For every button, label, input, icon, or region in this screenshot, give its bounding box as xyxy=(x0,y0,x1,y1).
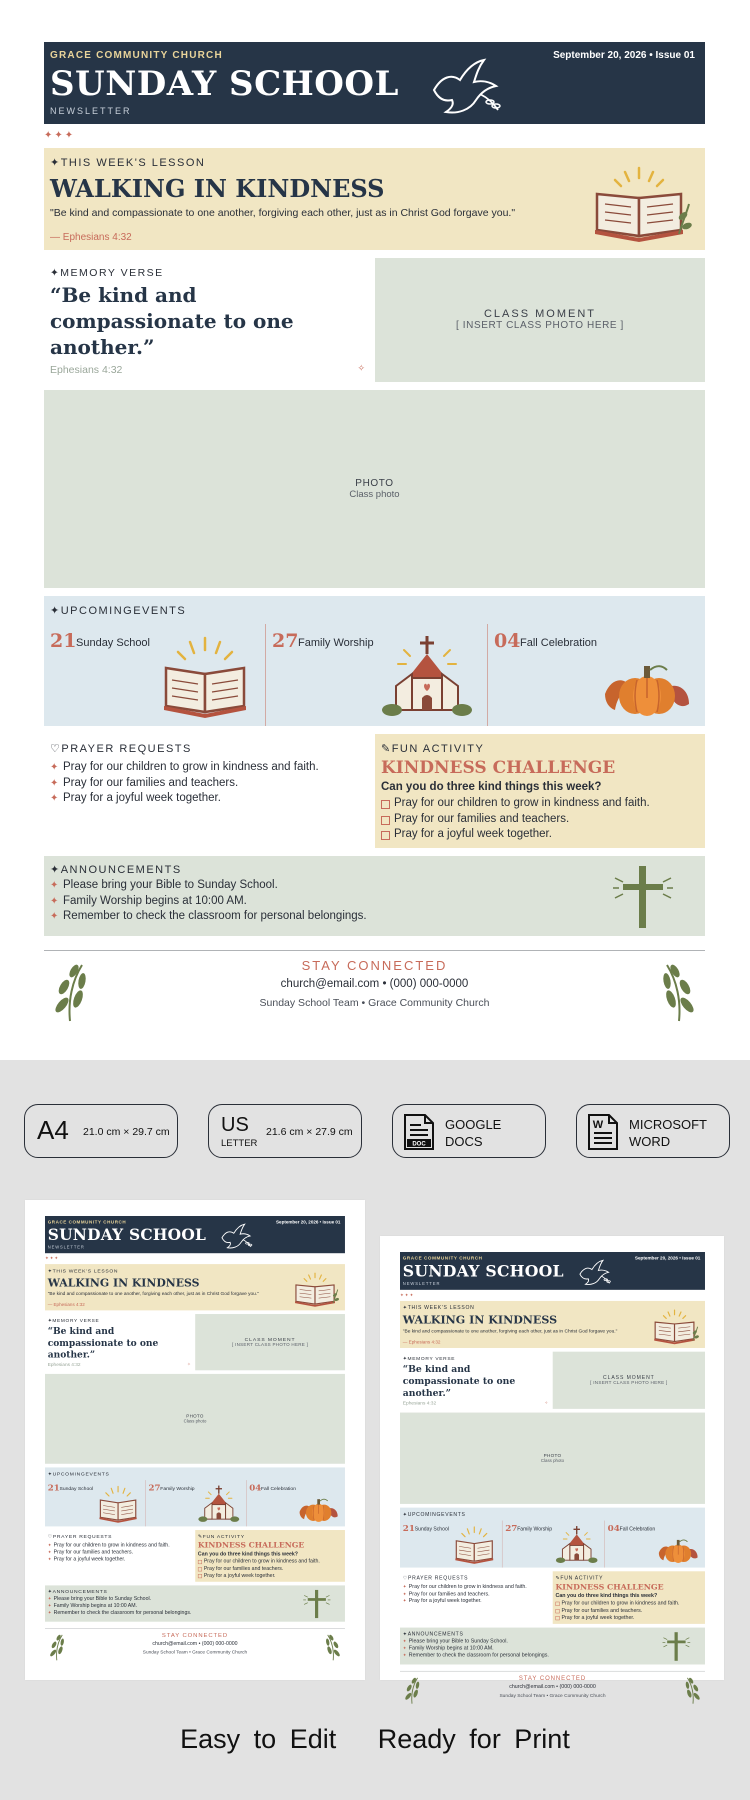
verse-label: ✦MEMORY VERSE xyxy=(47,1318,100,1324)
prayer-list xyxy=(403,1583,527,1604)
event-item xyxy=(266,622,486,726)
event-name: Fall Celebration xyxy=(520,637,598,649)
verse-reference: Ephesians 4:32 xyxy=(50,364,123,376)
announcements-list xyxy=(403,1638,549,1659)
decorative-stars: ✦✦✦ xyxy=(44,130,76,141)
checklist-item[interactable]: Pray for our families and teachers. xyxy=(555,1607,679,1614)
verse-quote: “Be kind and compassionate to one another.” xyxy=(402,1363,516,1399)
stay-heading: STAY CONNECTED xyxy=(161,1631,229,1639)
stay-connected xyxy=(45,1628,345,1670)
lesson-quote: "Be kind and compassionate to one another, forgiving each other, just as in Christ God forgave you." xyxy=(47,1290,259,1297)
photo-caption: Class photo xyxy=(349,489,400,500)
list-item: ✦ Remember to check the classroom for personal belongings. xyxy=(403,1652,549,1659)
checklist-item[interactable]: Pray for our families and teachers. xyxy=(381,812,650,828)
list-item: ✦ Pray for our families and teachers. xyxy=(50,776,319,792)
list-item: ✦ Pray for a joyful week together. xyxy=(50,791,319,807)
event-name: Sunday School xyxy=(76,637,150,649)
google-line1: GOOGLE xyxy=(445,1117,502,1132)
open-bible-icon xyxy=(293,1271,338,1307)
photo-title: PHOTO xyxy=(355,478,394,489)
announcements-label: ✦ANNOUNCEMENTS xyxy=(50,864,182,876)
checklist-item[interactable]: Pray for a joyful week together. xyxy=(198,1572,320,1579)
lesson-reference: — Ephesians 4:32 xyxy=(47,1302,85,1308)
fun-question: Can you do three kind things this week? xyxy=(381,781,602,793)
lesson-quote: "Be kind and compassionate to one another, forgiving each other, just as in Christ God forgave you." xyxy=(50,207,516,219)
list-item: ✦ Family Worship begins at 10:00 AM. xyxy=(50,894,367,910)
contact-info: church@email.com • (000) 000-0000 xyxy=(152,1640,238,1647)
promo-area xyxy=(0,1060,750,1800)
word-line1: MICROSOFT xyxy=(629,1117,707,1132)
events-label: ✦UPCOMINGEVENTS xyxy=(402,1511,466,1518)
us-dimensions: 21.6 cm × 27.9 cm xyxy=(266,1126,353,1138)
list-item: ✦ Family Worship begins at 10:00 AM. xyxy=(48,1602,192,1609)
announcements-section xyxy=(400,1628,705,1665)
fun-heading: KINDNESS CHALLENGE xyxy=(197,1540,305,1550)
lesson-reference: — Ephesians 4:32 xyxy=(402,1339,441,1345)
newsletter-header xyxy=(400,1252,705,1290)
verse-row xyxy=(45,1314,345,1370)
cross-icon xyxy=(662,1631,692,1661)
prayer-list xyxy=(50,760,319,807)
open-bible-icon xyxy=(591,164,691,244)
newsletter-title: SUNDAY SCHOOL xyxy=(402,1262,564,1281)
announcements-label: ✦ANNOUNCEMENTS xyxy=(402,1631,464,1637)
doc-icon-text: DOC xyxy=(412,1141,426,1148)
announcements-label: ✦ANNOUNCEMENTS xyxy=(47,1589,108,1595)
contact-info: church@email.com • (000) 000-0000 xyxy=(509,1683,596,1690)
us-label: US xyxy=(221,1114,249,1136)
fun-question: Can you do three kind things this week? xyxy=(197,1551,298,1557)
olive-branch-icon xyxy=(323,1633,343,1661)
event-name: Family Worship xyxy=(517,1526,553,1533)
document-icon xyxy=(403,1113,435,1151)
date-issue: September 20, 2026 • Issue 01 xyxy=(553,50,695,61)
decorative-stars: ✦✦✦ xyxy=(400,1292,415,1298)
events-section xyxy=(400,1508,705,1568)
class-moment-hint: [ INSERT CLASS PHOTO HERE ] xyxy=(231,1342,309,1348)
verse-label: ✦MEMORY VERSE xyxy=(402,1355,456,1362)
photo-caption: Class photo xyxy=(540,1458,565,1464)
pumpkin-icon xyxy=(298,1485,339,1524)
google-docs-badge[interactable] xyxy=(392,1104,546,1158)
verse-reference: Ephesians 4:32 xyxy=(402,1400,437,1407)
newsletter-header xyxy=(45,1216,345,1253)
stay-connected xyxy=(44,950,705,1042)
church-name: GRACE COMMUNITY CHURCH xyxy=(50,50,223,61)
open-bible-icon xyxy=(160,634,250,720)
verse-label: ✦MEMORY VERSE xyxy=(50,267,164,279)
prayer-requests xyxy=(45,1530,192,1582)
diamond-icon: ✧ xyxy=(187,1361,191,1367)
newsletter-title: SUNDAY SCHOOL xyxy=(50,64,399,104)
lesson-heading: WALKING IN KINDNESS xyxy=(402,1312,558,1327)
verse-reference: Ephesians 4:32 xyxy=(47,1362,81,1368)
church-name: GRACE COMMUNITY CHURCH xyxy=(402,1255,483,1261)
diamond-icon: ✧ xyxy=(544,1400,549,1405)
list-item: ✦ Please bring your Bible to Sunday School. xyxy=(403,1638,549,1645)
class-moment-title: CLASS MOMENT xyxy=(483,308,596,320)
event-day: 04 xyxy=(249,1482,262,1493)
list-item: ✦ Pray for our families and teachers. xyxy=(403,1590,527,1597)
event-day: 27 xyxy=(505,1523,518,1534)
prayer-list xyxy=(48,1542,170,1563)
prayer-label: ♡PRAYER REQUESTS xyxy=(402,1575,469,1581)
photo-placeholder[interactable] xyxy=(44,390,705,588)
list-item: ✦ Family Worship begins at 10:00 AM. xyxy=(403,1645,549,1652)
prayer-fun-row xyxy=(44,734,705,848)
checklist-item[interactable]: Pray for our families and teachers. xyxy=(198,1565,320,1572)
event-name: Fall Celebration xyxy=(619,1526,656,1533)
list-item: ✦ Pray for a joyful week together. xyxy=(403,1598,527,1605)
word-line2: WORD xyxy=(629,1134,671,1149)
a4-label: A4 xyxy=(37,1115,69,1145)
lesson-section xyxy=(45,1264,345,1310)
event-item xyxy=(400,1520,502,1568)
date-issue: September 20, 2026 • Issue 01 xyxy=(276,1219,341,1225)
open-bible-icon xyxy=(652,1308,698,1345)
newsletter xyxy=(44,42,705,1042)
fun-heading: KINDNESS CHALLENGE xyxy=(555,1582,664,1592)
announcements-list xyxy=(48,1595,192,1616)
list-item: ✦ Pray for our children to grow in kindness and faith. xyxy=(50,760,319,776)
memory-verse xyxy=(44,258,369,382)
a4-preview xyxy=(25,1200,365,1680)
cross-icon xyxy=(611,864,675,930)
date-issue: September 20, 2026 • Issue 01 xyxy=(634,1255,701,1261)
list-item: ✦ Remember to check the classroom for personal belongings. xyxy=(48,1609,192,1616)
fun-checklist xyxy=(198,1558,320,1579)
verse-row xyxy=(44,258,705,382)
olive-branch-icon xyxy=(657,961,701,1023)
team-info: Sunday School Team • Grace Community Church xyxy=(142,1649,248,1655)
fun-label: ✎FUN ACTIVITY xyxy=(197,1534,245,1540)
verse-row xyxy=(400,1352,705,1409)
lesson-label: ✦THIS WEEK'S LESSON xyxy=(402,1305,475,1311)
list-item: ✦ Pray for our children to grow in kindness and faith. xyxy=(48,1542,170,1549)
prayer-requests xyxy=(400,1571,550,1624)
fun-question: Can you do three kind things this week? xyxy=(555,1592,658,1599)
class-moment-title: CLASS MOMENT xyxy=(244,1336,296,1343)
prayer-requests xyxy=(44,734,369,848)
us-letter-badge[interactable] xyxy=(208,1104,362,1158)
event-day: 21 xyxy=(50,630,77,652)
photo-title: PHOTO xyxy=(186,1413,204,1419)
microsoft-word-label xyxy=(629,1116,707,1150)
class-moment-placeholder[interactable] xyxy=(195,1314,345,1370)
list-item: ✦ Pray for our children to grow in kindness and faith. xyxy=(403,1583,527,1590)
pumpkin-icon xyxy=(657,1525,699,1565)
event-item xyxy=(146,1479,246,1526)
prayer-fun-row xyxy=(45,1530,345,1582)
event-day: 21 xyxy=(47,1482,60,1493)
checklist-item[interactable]: Pray for our children to grow in kindness and faith. xyxy=(555,1600,679,1607)
memory-verse xyxy=(45,1314,192,1370)
class-moment-hint: [ INSERT CLASS PHOTO HERE ] xyxy=(456,320,624,331)
newsletter-subtitle: NEWSLETTER xyxy=(47,1245,85,1250)
list-item: ✦ Pray for a joyful week together. xyxy=(48,1556,170,1563)
event-day: 21 xyxy=(402,1523,415,1534)
events-section xyxy=(44,596,705,726)
word-document-icon xyxy=(587,1113,619,1151)
stay-heading: STAY CONNECTED xyxy=(518,1674,587,1682)
photo-placeholder[interactable] xyxy=(400,1413,705,1504)
event-name: Fall Celebration xyxy=(261,1486,296,1492)
event-item xyxy=(45,1479,145,1526)
event-name: Family Worship xyxy=(298,637,374,649)
fun-label: ✎FUN ACTIVITY xyxy=(555,1575,604,1581)
checklist-item[interactable]: Pray for a joyful week together. xyxy=(555,1614,679,1621)
contact-info: church@email.com • (000) 000-0000 xyxy=(280,978,469,990)
event-day: 27 xyxy=(148,1482,161,1493)
fun-label: ✎FUN ACTIVITY xyxy=(381,743,485,755)
prayer-label: ♡PRAYER REQUESTS xyxy=(50,743,192,755)
event-item xyxy=(246,1479,344,1526)
event-name: Sunday School xyxy=(59,1486,94,1492)
stay-connected xyxy=(400,1671,705,1713)
team-info: Sunday School Team • Grace Community Church xyxy=(499,1692,606,1699)
pumpkin-icon xyxy=(601,634,691,720)
events-label: ✦UPCOMINGEVENTS xyxy=(50,605,187,617)
list-item: ✦ Please bring your Bible to Sunday School. xyxy=(50,878,367,894)
event-item xyxy=(488,622,705,726)
verse-quote: “Be kind and compassionate to one another.” xyxy=(47,1325,159,1360)
announcements-section xyxy=(44,856,705,936)
fun-activity xyxy=(553,1571,705,1624)
taglines xyxy=(0,1724,750,1755)
checklist-item[interactable]: Pray for our children to grow in kindness and faith. xyxy=(381,796,650,812)
class-moment-placeholder[interactable] xyxy=(553,1352,705,1409)
event-item xyxy=(605,1520,705,1568)
church-icon xyxy=(556,1525,598,1565)
church-name: GRACE COMMUNITY CHURCH xyxy=(47,1219,127,1225)
event-day: 04 xyxy=(607,1523,620,1534)
lesson-reference: — Ephesians 4:32 xyxy=(50,232,132,243)
prayer-fun-row xyxy=(400,1571,705,1624)
letter-label: LETTER xyxy=(221,1138,258,1149)
lesson-section xyxy=(44,148,705,250)
cross-icon xyxy=(302,1589,331,1619)
checklist-item[interactable]: Pray for our children to grow in kindness and faith. xyxy=(198,1558,320,1565)
letter-preview xyxy=(380,1236,724,1699)
event-day: 04 xyxy=(494,630,521,652)
list-item: ✦ Pray for our families and teachers. xyxy=(48,1549,170,1556)
google-line2: DOCS xyxy=(445,1134,483,1149)
class-moment-hint: [ INSERT CLASS PHOTO HERE ] xyxy=(590,1380,668,1386)
fun-activity xyxy=(195,1530,345,1582)
tagline-ready-print: Ready for Print xyxy=(377,1724,570,1754)
lesson-section xyxy=(400,1301,705,1348)
prayer-label: ♡PRAYER REQUESTS xyxy=(47,1534,113,1540)
google-docs-label xyxy=(445,1116,501,1150)
a4-size-badge[interactable] xyxy=(24,1104,178,1158)
fun-checklist xyxy=(555,1600,679,1621)
lesson-heading: WALKING IN KINDNESS xyxy=(50,174,385,203)
class-moment-title: CLASS MOMENT xyxy=(603,1374,655,1381)
olive-branch-icon xyxy=(683,1676,703,1705)
event-day: 27 xyxy=(272,630,299,652)
fun-heading: KINDNESS CHALLENGE xyxy=(381,758,616,778)
lesson-quote: "Be kind and compassionate to one another, forgiving each other, just as in Christ God forgave you." xyxy=(402,1328,618,1334)
list-item: ✦ Please bring your Bible to Sunday School. xyxy=(48,1595,192,1602)
events-label: ✦UPCOMINGEVENTS xyxy=(47,1471,110,1477)
photo-caption: Class photo xyxy=(183,1418,207,1424)
open-bible-icon xyxy=(454,1525,496,1565)
events-section xyxy=(45,1467,345,1526)
word-icon-text: W xyxy=(592,1119,604,1131)
event-name: Family Worship xyxy=(160,1486,195,1492)
stay-heading: STAY CONNECTED xyxy=(301,958,448,973)
event-item xyxy=(44,622,264,726)
dove-icon xyxy=(217,1220,253,1252)
verse-quote: “Be kind and compassionate to one another.” xyxy=(50,283,294,359)
church-icon xyxy=(382,634,472,720)
newsletter-title: SUNDAY SCHOOL xyxy=(47,1225,207,1245)
class-moment-placeholder[interactable] xyxy=(375,258,705,382)
open-bible-icon xyxy=(98,1485,139,1524)
lesson-label: ✦THIS WEEK'S LESSON xyxy=(47,1268,119,1274)
checklist-item[interactable]: Pray for a joyful week together. xyxy=(381,827,650,843)
lesson-heading: WALKING IN KINDNESS xyxy=(47,1275,200,1290)
a4-dimensions: 21.0 cm × 29.7 cm xyxy=(83,1126,170,1138)
microsoft-word-badge[interactable] xyxy=(576,1104,730,1158)
newsletter-subtitle: NEWSLETTER xyxy=(402,1281,441,1287)
event-item xyxy=(502,1520,604,1568)
memory-verse xyxy=(400,1352,550,1409)
fun-checklist xyxy=(381,796,650,843)
dove-icon xyxy=(574,1256,611,1288)
newsletter-header xyxy=(44,42,705,124)
photo-title: PHOTO xyxy=(543,1453,562,1459)
church-icon xyxy=(198,1485,239,1524)
list-item: ✦ Remember to check the classroom for personal belongings. xyxy=(50,909,367,925)
newsletter-subtitle: NEWSLETTER xyxy=(50,106,132,116)
diamond-icon: ✧ xyxy=(357,363,365,373)
newsletter-thumbnail xyxy=(400,1252,705,1713)
tagline-easy-edit: Easy to Edit xyxy=(180,1724,337,1754)
fun-activity xyxy=(375,734,705,848)
lesson-label: ✦THIS WEEK'S LESSON xyxy=(50,157,206,169)
dove-icon xyxy=(422,50,502,120)
decorative-stars: ✦✦✦ xyxy=(45,1255,60,1261)
photo-placeholder[interactable] xyxy=(45,1374,345,1464)
announcements-list xyxy=(50,878,367,925)
newsletter-thumbnail xyxy=(45,1216,345,1670)
event-name: Sunday School xyxy=(414,1526,449,1533)
team-info: Sunday School Team • Grace Community Church xyxy=(259,997,490,1009)
announcements-section xyxy=(45,1585,345,1621)
